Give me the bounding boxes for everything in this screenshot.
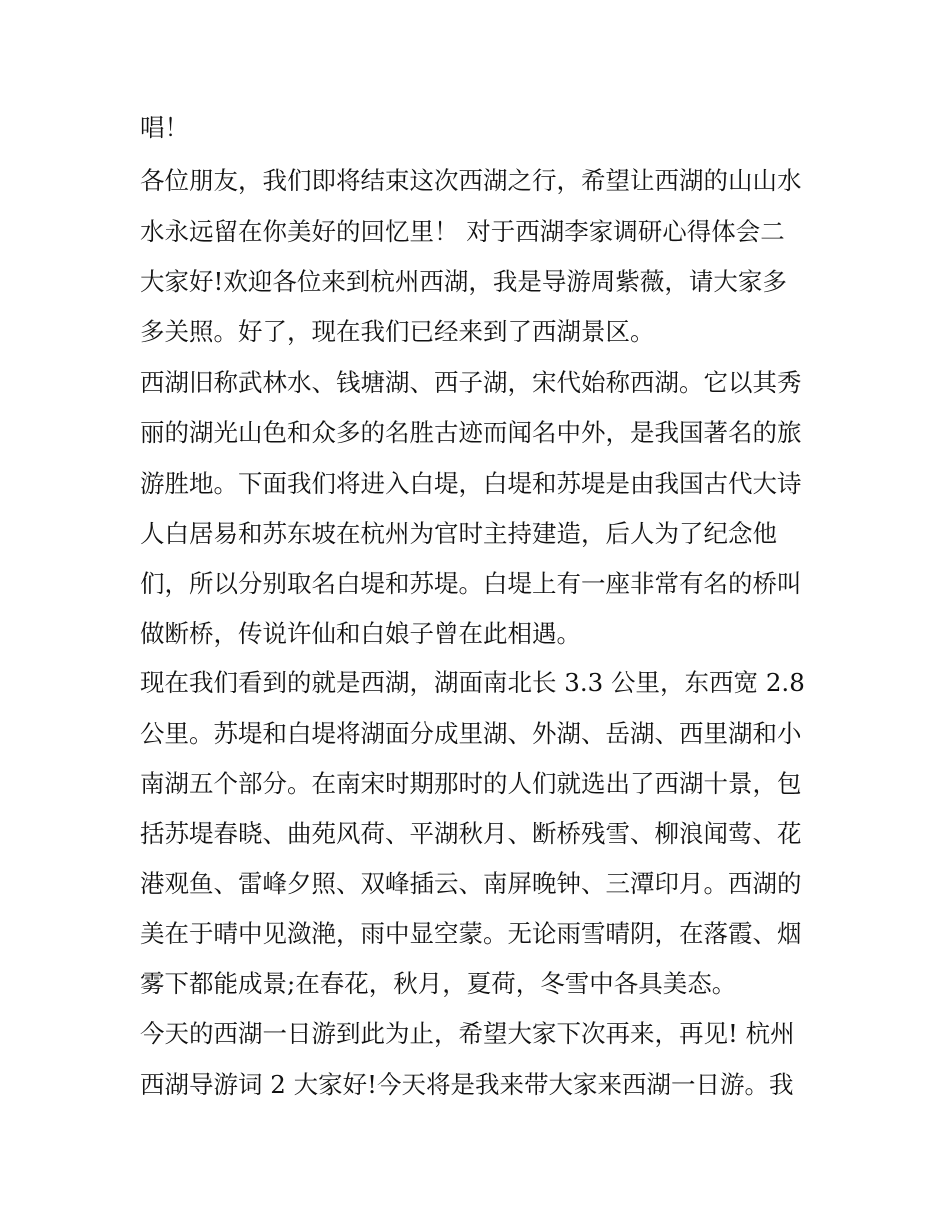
text-line: 多关照。好了，现在我们已经来到了西湖景区。 xyxy=(140,317,655,346)
text-line: 美在于晴中见潋滟，雨中显空蒙。无论雨雪晴阴，在落霞、烟 xyxy=(140,919,802,948)
text-line: 现在我们看到的就是西湖，湖面南北长 3.3 公里，东西宽 2.8 xyxy=(140,668,805,697)
text-line: 做断桥，传说许仙和白娘子曾在此相遇。 xyxy=(140,619,581,648)
text-line: 今天的西湖一日游到此为止，希望大家下次再来，再见! 杭州 xyxy=(140,1019,795,1048)
text-line: 水永远留在你美好的回忆里！ 对于西湖李家调研心得体会二 xyxy=(140,217,785,246)
text-line: 括苏堤春晓、曲苑风荷、平湖秋月、断桥残雪、柳浪闻莺、花 xyxy=(140,819,802,848)
text-line: 各位朋友，我们即将结束这次西湖之行，希望让西湖的山山水 xyxy=(140,166,802,195)
text-line: 南湖五个部分。在南宋时期那时的人们就选出了西湖十景，包 xyxy=(140,769,802,798)
text-line: 唱！ xyxy=(140,113,189,142)
text-line: 港观鱼、雷峰夕照、双峰插云、南屏晚钟、三潭印月。西湖的 xyxy=(140,869,802,898)
text-line: 们，所以分别取名白堤和苏堤。白堤上有一座非常有名的桥叫 xyxy=(140,569,802,598)
text-line: 西湖旧称武林水、钱塘湖、西子湖，宋代始称西湖。它以其秀 xyxy=(140,368,802,397)
text-line: 西湖导游词 2 大家好!今天将是我来带大家来西湖一日游。我 xyxy=(140,1070,794,1099)
text-line: 公里。苏堤和白堤将湖面分成里湖、外湖、岳湖、西里湖和小 xyxy=(140,719,802,748)
text-line: 大家好!欢迎各位来到杭州西湖，我是导游周紫薇，请大家多 xyxy=(140,267,787,296)
text-line: 人白居易和苏东坡在杭州为官时主持建造，后人为了纪念他 xyxy=(140,519,777,548)
text-line: 丽的湖光山色和众多的名胜古迹而闻名中外，是我国著名的旅 xyxy=(140,418,802,447)
text-line: 游胜地。下面我们将进入白堤，白堤和苏堤是由我国古代大诗 xyxy=(140,469,802,498)
text-line: 雾下都能成景;在春花，秋月，夏荷，冬雪中各具美态。 xyxy=(140,969,737,998)
